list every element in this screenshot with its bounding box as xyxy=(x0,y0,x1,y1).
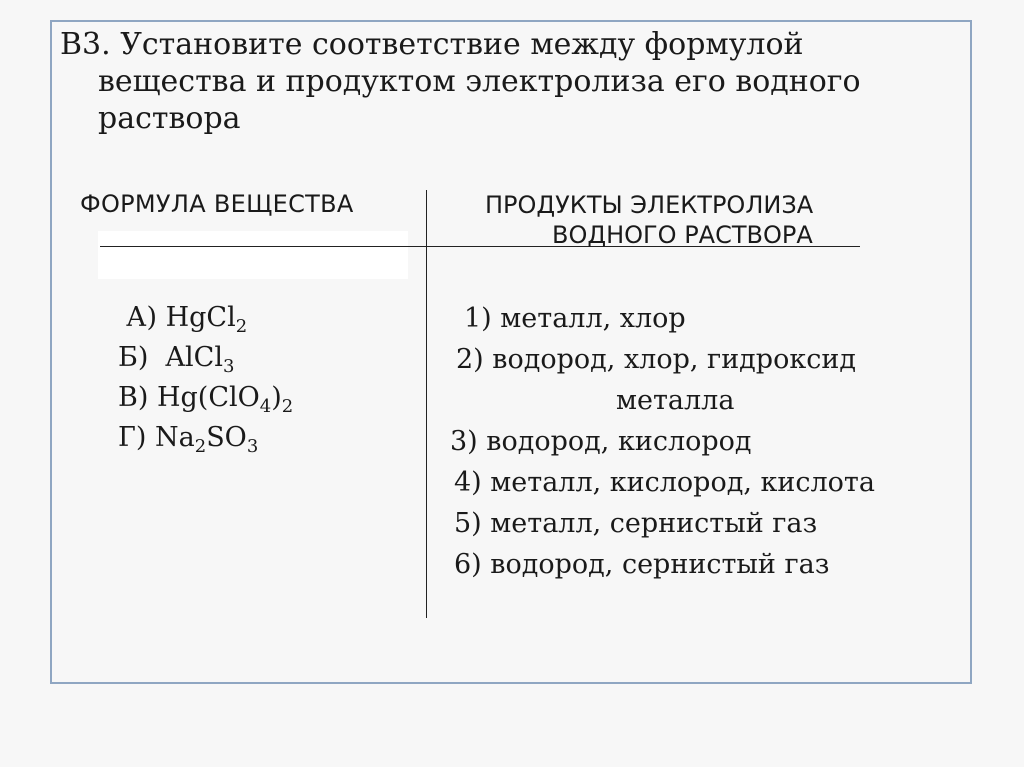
formula-label: В) xyxy=(118,382,157,413)
formula-list xyxy=(118,298,293,458)
header-products-line: ВОДНОГО РАСТВОРА xyxy=(552,221,813,249)
header-formula: ФОРМУЛА ВЕЩЕСТВА xyxy=(80,190,354,218)
product-item: 2) водород, хлор, гидроксид xyxy=(456,344,856,375)
product-item: 6) водород, сернистый газ xyxy=(454,549,830,580)
formula-label: Б) xyxy=(118,342,166,373)
header-products xyxy=(470,190,890,250)
question-line: В3. Установите соответствие между формулой xyxy=(60,27,804,62)
formula-label: А) xyxy=(126,302,166,333)
formula-item xyxy=(118,418,293,458)
question-line: раствора xyxy=(98,101,241,136)
product-item: 1) металл, хлор xyxy=(464,303,686,334)
formula-part: Na xyxy=(155,422,195,453)
formula-item xyxy=(118,338,293,378)
formula-part: HgCl xyxy=(165,302,236,333)
formula-subscript: 4 xyxy=(259,396,272,417)
formula-part: AlCl xyxy=(165,342,223,373)
formula-label: Г) xyxy=(118,422,155,453)
formula-subscript: 3 xyxy=(222,356,235,377)
white-box xyxy=(98,231,408,279)
product-item: 3) водород, кислород xyxy=(450,426,752,457)
question-line: вещества и продуктом электролиза его водного xyxy=(98,64,861,99)
question-text xyxy=(60,26,960,137)
product-list xyxy=(450,298,970,585)
formula-subscript: 2 xyxy=(281,396,294,417)
formula-subscript: 2 xyxy=(235,316,248,337)
formula-part: ) xyxy=(271,382,282,413)
formula-part: SO xyxy=(206,422,247,453)
formula-part: Hg(ClO xyxy=(156,382,260,413)
column-divider xyxy=(426,190,427,618)
formula-subscript: 2 xyxy=(194,436,207,457)
product-item: 4) металл, кислород, кислота xyxy=(454,467,875,498)
formula-subscript: 3 xyxy=(246,436,259,457)
product-item: 5) металл, сернистый газ xyxy=(454,508,818,539)
formula-item xyxy=(118,298,293,338)
product-item: металла xyxy=(616,385,735,416)
header-products-line: ПРОДУКТЫ ЭЛЕКТРОЛИЗА xyxy=(485,191,814,219)
formula-item xyxy=(118,378,293,418)
